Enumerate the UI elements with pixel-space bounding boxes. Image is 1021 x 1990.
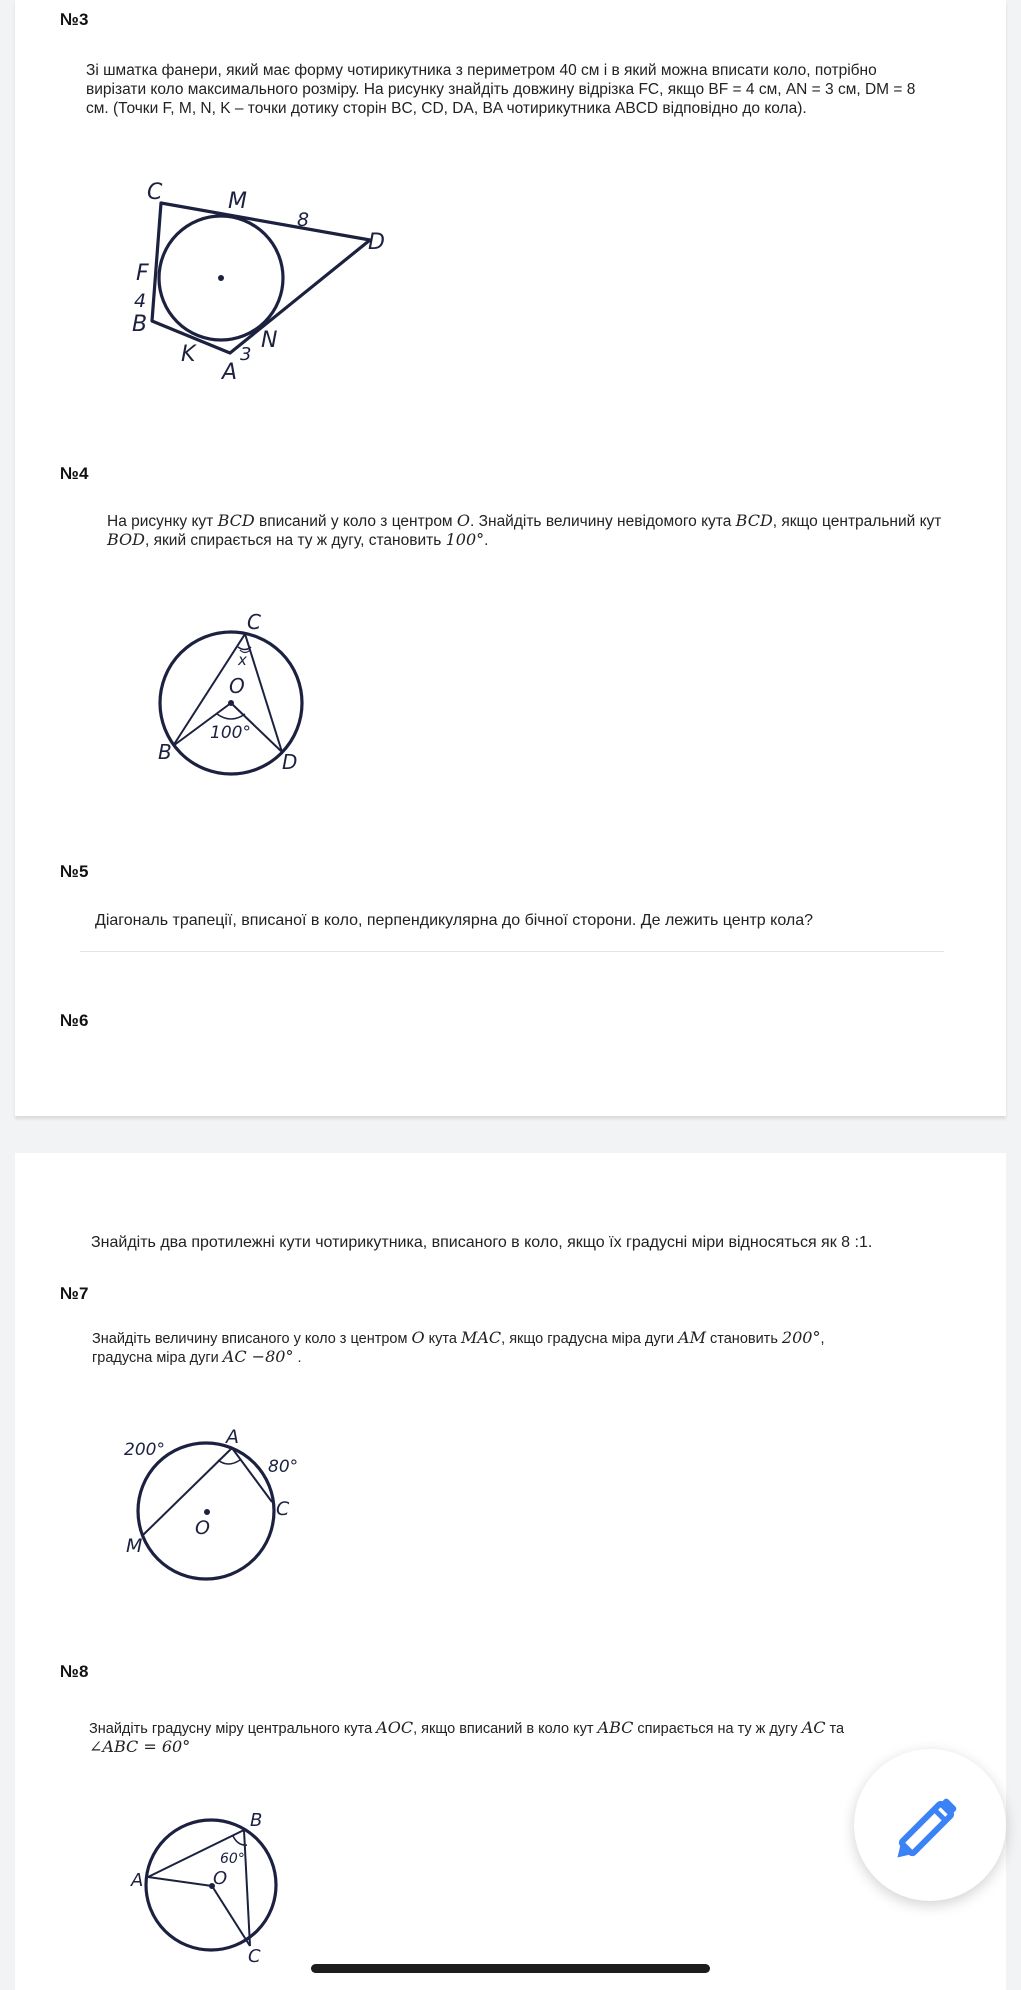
label-an-length: 3 [240,344,252,365]
task-4-text-line-2: BOD, який спирається на ту ж дугу, становить 100°. [107,530,489,549]
task-3-text-line-3: см. (Точки F, M, N, K – точки дотику сторін BC, CD, DA, BA чотирикутника ABCD відповідно до кола). [86,100,807,117]
label-d: D [282,750,298,774]
task-4-figure [150,605,320,780]
label-c: C [247,610,261,634]
math-mac: MAC [460,1328,502,1347]
math-angle-abc-60: ∠ABC = 60° [89,1737,191,1756]
assignment-card-1 [15,0,1006,1116]
edit-fab-button[interactable] [854,1749,1006,1901]
home-indicator-bar[interactable] [311,1964,710,1973]
task-8-number: №8 [60,1662,89,1681]
label-a: A [131,1870,144,1891]
label-100-deg: 100° [210,723,251,743]
label-m: M [126,1535,143,1557]
task-8-text-line-1: Знайдіть градусну міру центрального кута AOC, якщо вписаний в коло кут ABC спирається на ту ж дугу AC та [89,1718,845,1737]
label-b: B [158,740,172,764]
label-x: x [238,651,247,669]
label-n: N [261,328,278,353]
label-o: O [213,1868,228,1889]
label-60-deg: 60° [220,1851,245,1867]
task-5-number: №5 [60,862,89,881]
label-o: O [229,674,245,698]
label-c: C [276,1498,290,1520]
label-arc-ac-80: 80° [268,1457,299,1477]
math-bod: BOD [107,530,145,549]
label-b: B [250,1810,263,1831]
answer-divider [80,951,944,952]
label-d: D [368,230,385,255]
task-3-text-line-2: вирізати коло максимального розміру. На рисунку знайдіть довжину відрізка FC, якщо BF = 4 см, AN = 3 см, DM = 8 [86,81,916,98]
label-k: K [181,342,196,367]
label-c: C [147,180,163,205]
task-4-text-line-1: На рисунку кут BCD вписаний у коло з центром O. Знайдіть величину невідомого кута BCD, якщо центральний кут [107,511,942,530]
label-dm-length: 8 [297,209,310,231]
math-bcd: BCD [217,511,255,530]
label-o: O [195,1517,210,1539]
task-3-figure [120,170,400,390]
task-6-text: Знайдіть два протилежні кути чотирикутника, вписаного в коло, якщо їх градусні міри відносяться як 8 :1. [91,1234,873,1251]
task-8-figure [125,1805,285,1965]
task-7-figure [120,1420,310,1600]
math-am: AM [678,1328,706,1347]
math-ac: AC [801,1718,826,1737]
task-7-text-line-2: градусна міра дуги AC −80° . [92,1347,302,1366]
task-8-text-line-2 [89,1737,190,1758]
math-abc: ABC [597,1718,634,1737]
math-aoc: AOC [376,1718,414,1737]
math-o: O [411,1328,425,1347]
math-bcd: BCD [735,511,773,530]
math-ac-80-deg: AC −80° [222,1347,294,1366]
task-6-number: №6 [60,1011,89,1030]
label-c: C [248,1946,261,1967]
label-b: B [132,312,148,337]
label-m: M [228,189,247,214]
math-100-deg: 100° [445,530,485,549]
math-200-deg: 200° [781,1328,821,1347]
label-arc-am-200: 200° [124,1440,165,1460]
circle-center-point [218,275,224,281]
task-7-text-line-1: Знайдіть величину вписаного у коло з центром O кута MAC, якщо градусна міра дуги AM становить 200°, [92,1328,825,1347]
task-4-number: №4 [60,464,89,483]
math-o: O [456,511,471,530]
label-bf-length: 4 [134,290,147,312]
pencil-icon [854,1749,1006,1901]
task-7-number: №7 [60,1284,89,1303]
label-a: A [222,360,238,385]
task-3-number: №3 [60,10,89,29]
label-a: A [226,1426,239,1448]
task-3-text-line-1: Зі шматка фанери, який має форму чотирикутника з периметром 40 см і в який можна вписати коло, потрібно [86,62,877,79]
task-5-text: Діагональ трапеції, вписаної в коло, перпендикулярна до бічної сторони. Де лежить центр кола? [95,912,814,929]
label-f: F [136,261,149,286]
